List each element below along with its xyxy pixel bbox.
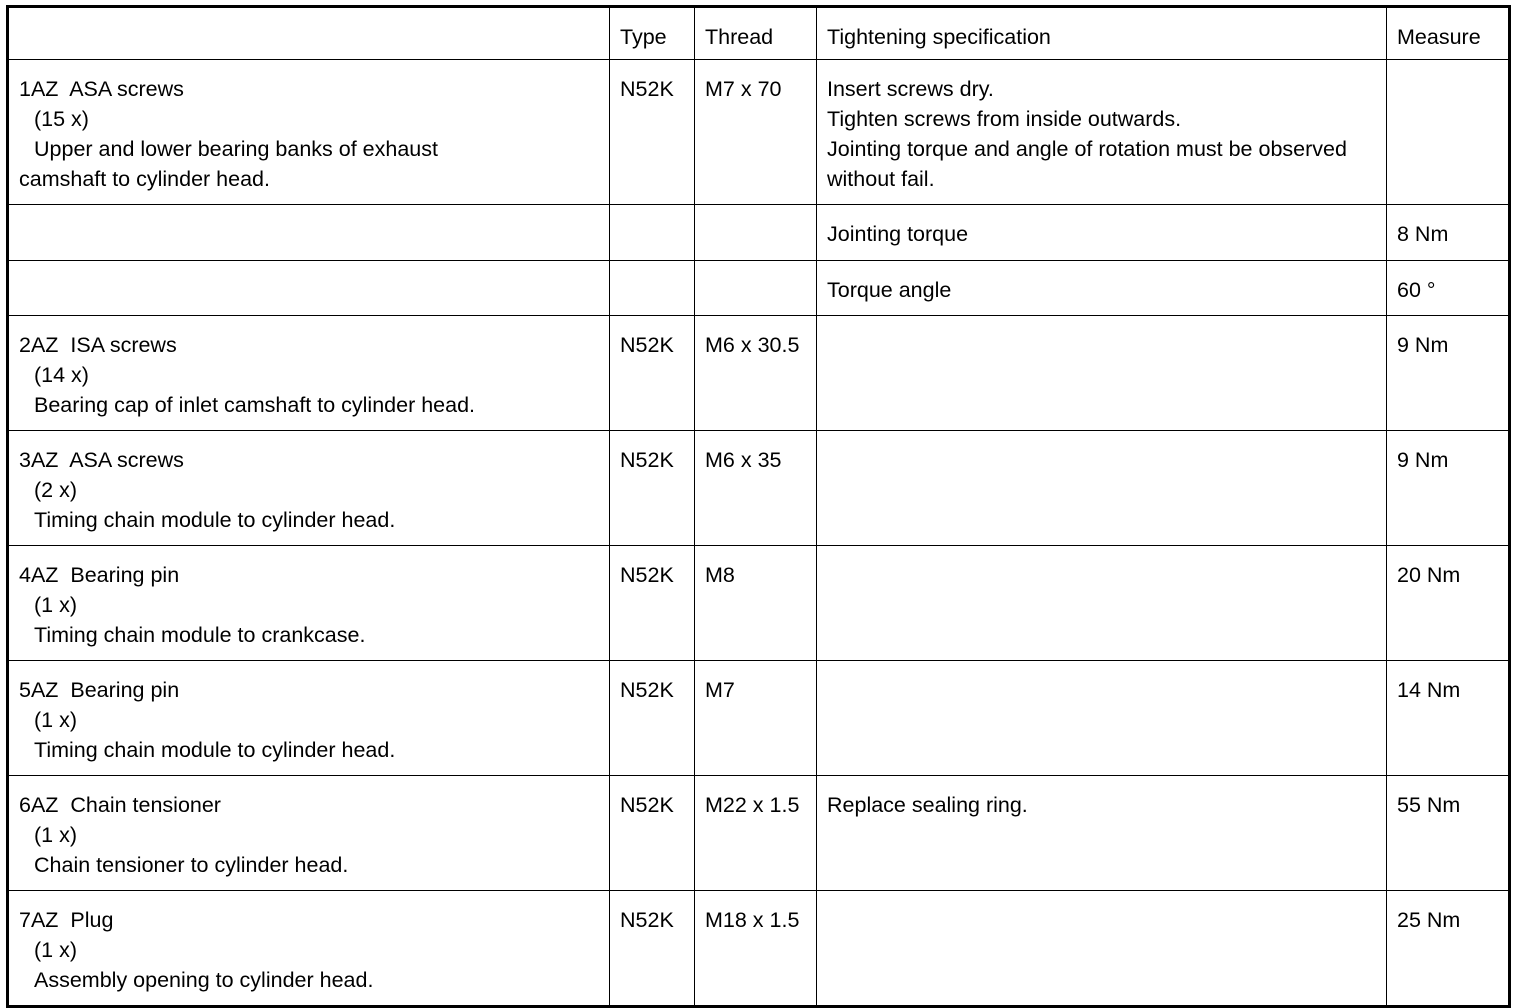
spec-cell: Torque angle — [817, 261, 1387, 316]
component-title: 4AZ Bearing pin — [19, 563, 180, 587]
spec-cell — [817, 431, 1387, 546]
component-quantity: (1 x) — [34, 823, 77, 847]
component-location: Timing chain module to crankcase. — [34, 623, 366, 647]
description-cell — [8, 661, 610, 776]
thread-cell: M7 — [695, 661, 817, 776]
description-cell — [8, 776, 610, 891]
table-header-row — [8, 7, 1510, 60]
spec-cell: Jointing torque — [817, 205, 1387, 261]
type-cell: N52K — [610, 661, 695, 776]
table-row — [8, 661, 1510, 776]
spec-cell: Replace sealing ring. — [817, 776, 1387, 891]
header-tightening-specification: Tightening specification — [817, 7, 1387, 60]
thread-cell: M7 x 70 — [695, 60, 817, 205]
thread-cell: M18 x 1.5 — [695, 891, 817, 1007]
measure-cell — [1387, 60, 1510, 205]
component-quantity: (1 x) — [34, 938, 77, 962]
component-quantity: (14 x) — [34, 363, 89, 387]
table-row — [8, 891, 1510, 1007]
component-location: Bearing cap of inlet camshaft to cylinder head. — [34, 393, 476, 417]
spec-cell — [817, 661, 1387, 776]
type-cell: N52K — [610, 891, 695, 1007]
component-title: 6AZ Chain tensioner — [19, 793, 221, 817]
spec-line: Tighten screws from inside outwards. — [827, 107, 1182, 131]
type-cell: N52K — [610, 431, 695, 546]
measure-cell: 8 Nm — [1387, 205, 1510, 261]
thread-cell: M8 — [695, 546, 817, 661]
component-title: 1AZ ASA screws — [19, 77, 184, 101]
thread-cell: M22 x 1.5 — [695, 776, 817, 891]
description-cell — [8, 546, 610, 661]
table-row — [8, 431, 1510, 546]
component-quantity: (1 x) — [34, 708, 77, 732]
spec-cell — [817, 316, 1387, 431]
description-cell — [8, 891, 610, 1007]
table-row — [8, 316, 1510, 431]
type-cell: N52K — [610, 60, 695, 205]
component-location: Assembly opening to cylinder head. — [34, 968, 374, 992]
spec-cell — [817, 891, 1387, 1007]
header-type: Type — [610, 7, 695, 60]
header-measure: Measure — [1387, 7, 1510, 60]
component-location: Chain tensioner to cylinder head. — [34, 853, 349, 877]
component-location: Timing chain module to cylinder head. — [34, 508, 396, 532]
thread-cell: M6 x 35 — [695, 431, 817, 546]
table-row — [8, 60, 1510, 205]
table-row — [8, 261, 1510, 316]
description-cell — [8, 205, 610, 261]
component-title: 3AZ ASA screws — [19, 448, 184, 472]
component-quantity: (2 x) — [34, 478, 77, 502]
measure-cell: 55 Nm — [1387, 776, 1510, 891]
table-row — [8, 776, 1510, 891]
type-cell — [610, 261, 695, 316]
measure-cell: 9 Nm — [1387, 316, 1510, 431]
measure-cell: 60 ° — [1387, 261, 1510, 316]
spec-cell — [817, 546, 1387, 661]
spec-line: Jointing torque and angle of rotation must be observed without fail. — [827, 137, 1353, 191]
type-cell: N52K — [610, 546, 695, 661]
measure-cell: 9 Nm — [1387, 431, 1510, 546]
type-cell — [610, 205, 695, 261]
tightening-spec-table — [6, 5, 1511, 1008]
component-title: 2AZ ISA screws — [19, 333, 177, 357]
header-thread: Thread — [695, 7, 817, 60]
component-location-cont: camshaft to cylinder head. — [19, 167, 270, 191]
spec-line: Insert screws dry. — [827, 77, 994, 101]
description-cell — [8, 261, 610, 316]
description-cell — [8, 316, 610, 431]
component-quantity: (15 x) — [34, 107, 89, 131]
type-cell: N52K — [610, 776, 695, 891]
thread-cell: M6 x 30.5 — [695, 316, 817, 431]
component-location: Timing chain module to cylinder head. — [34, 738, 396, 762]
component-location: Upper and lower bearing banks of exhaust — [34, 137, 438, 161]
table-row — [8, 205, 1510, 261]
measure-cell: 20 Nm — [1387, 546, 1510, 661]
type-cell: N52K — [610, 316, 695, 431]
component-title: 7AZ Plug — [19, 908, 114, 932]
header-description — [8, 7, 610, 60]
component-title: 5AZ Bearing pin — [19, 678, 180, 702]
table-row — [8, 546, 1510, 661]
description-cell — [8, 431, 610, 546]
spec-cell — [817, 60, 1387, 205]
measure-cell: 25 Nm — [1387, 891, 1510, 1007]
thread-cell — [695, 261, 817, 316]
component-quantity: (1 x) — [34, 593, 77, 617]
measure-cell: 14 Nm — [1387, 661, 1510, 776]
description-cell — [8, 60, 610, 205]
thread-cell — [695, 205, 817, 261]
